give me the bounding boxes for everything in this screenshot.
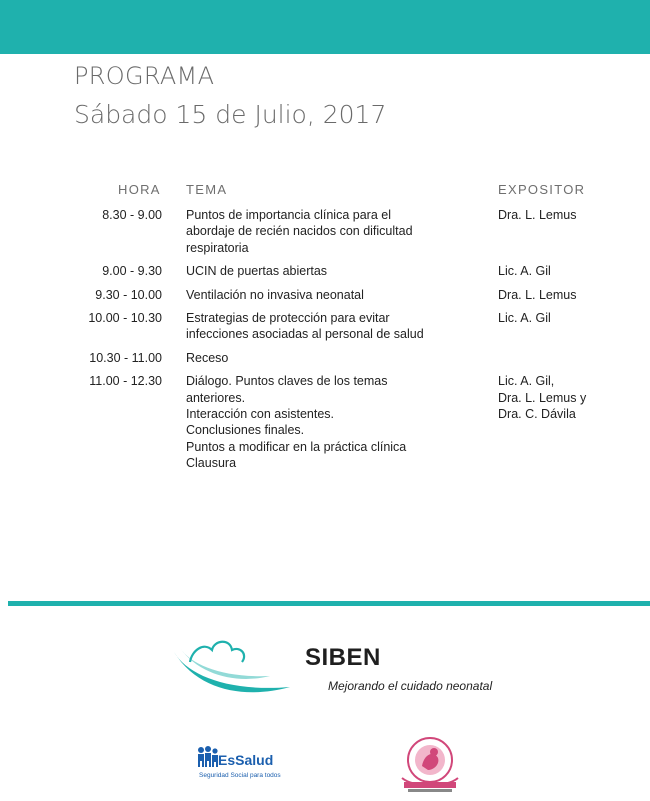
table-row [0,287,650,303]
row-hora: 8.30 - 9.00 [102,208,162,222]
essalud-tagline: Seguridad Social para todos [199,772,281,779]
schedule-table [0,207,650,479]
row-tema-line: Conclusiones finales. [186,423,305,438]
row-expositor [498,287,638,303]
row-tema [186,287,466,303]
row-tema-line: respiratoria [186,240,249,255]
row-tema-line: Clausura [186,456,237,471]
column-header-hora: HORA [118,182,161,197]
siben-brand-name: SIBEN [305,644,381,671]
top-accent-band [0,0,650,54]
table-row [0,263,650,279]
siben-wave-logo-icon [170,632,295,700]
row-tema-line: Estrategias de protección para evitar [186,311,390,326]
row-expositor-line: Lic. A. Gil [498,311,551,326]
essalud-brand-name: EsSalud [218,752,274,768]
row-tema-line: Puntos de importancia clínica para el [186,208,391,222]
row-tema [186,373,466,471]
row-tema-line: Receso [186,350,229,365]
row-tema [186,263,466,279]
table-row [0,350,650,366]
essalud-people-logo-icon [196,745,220,771]
row-tema [186,310,466,343]
row-expositor [498,263,638,279]
row-tema-line: infecciones asociadas al personal de salud [186,327,424,342]
row-tema-line: UCIN de puertas abiertas [186,264,328,279]
row-expositor-line: Lic. A. Gil [498,264,551,279]
row-tema-line: Interacción con asistentes. [186,407,334,422]
row-expositor-line: Dra. L. Lemus [498,208,577,222]
table-row [0,373,650,471]
column-header-tema: TEMA [186,182,228,197]
row-hora: 10.00 - 10.30 [88,311,162,326]
row-expositor-line: Lic. A. Gil, [498,374,555,389]
page-date: Sábado 15 de Julio, 2017 [74,100,387,129]
row-hora: 9.30 - 10.00 [95,287,162,302]
row-expositor [498,373,638,422]
row-hora: 9.00 - 9.30 [102,264,162,279]
page-title: PROGRAMA [74,62,215,90]
siben-tagline: Mejorando el cuidado neonatal [328,679,493,693]
row-expositor-line: Dra. C. Dávila [498,407,576,422]
row-expositor [498,310,638,326]
row-tema [186,207,466,256]
row-hora: 10.30 - 11.00 [89,350,162,365]
row-tema-line: abordaje de recién nacidos con dificultad [186,224,413,239]
table-row [0,207,650,256]
row-tema-line: anteriores. [186,390,246,405]
row-tema [186,350,466,366]
row-expositor [498,207,638,223]
footer-divider [8,601,650,606]
row-expositor-line: Dra. L. Lemus [498,287,577,302]
row-tema-line: Puntos a modificar en la práctica clínica [186,439,407,454]
table-row [0,310,650,343]
row-hora: 11.00 - 12.30 [89,374,162,389]
row-expositor-line: Dra. L. Lemus y [498,390,587,405]
row-tema-line: Diálogo. Puntos claves de los temas [186,374,388,389]
column-header-expositor: EXPOSITOR [498,182,586,197]
row-tema-line: Ventilación no invasiva neonatal [186,287,364,302]
instituto-nacional-materno-perinatal-seal-icon [394,732,466,794]
